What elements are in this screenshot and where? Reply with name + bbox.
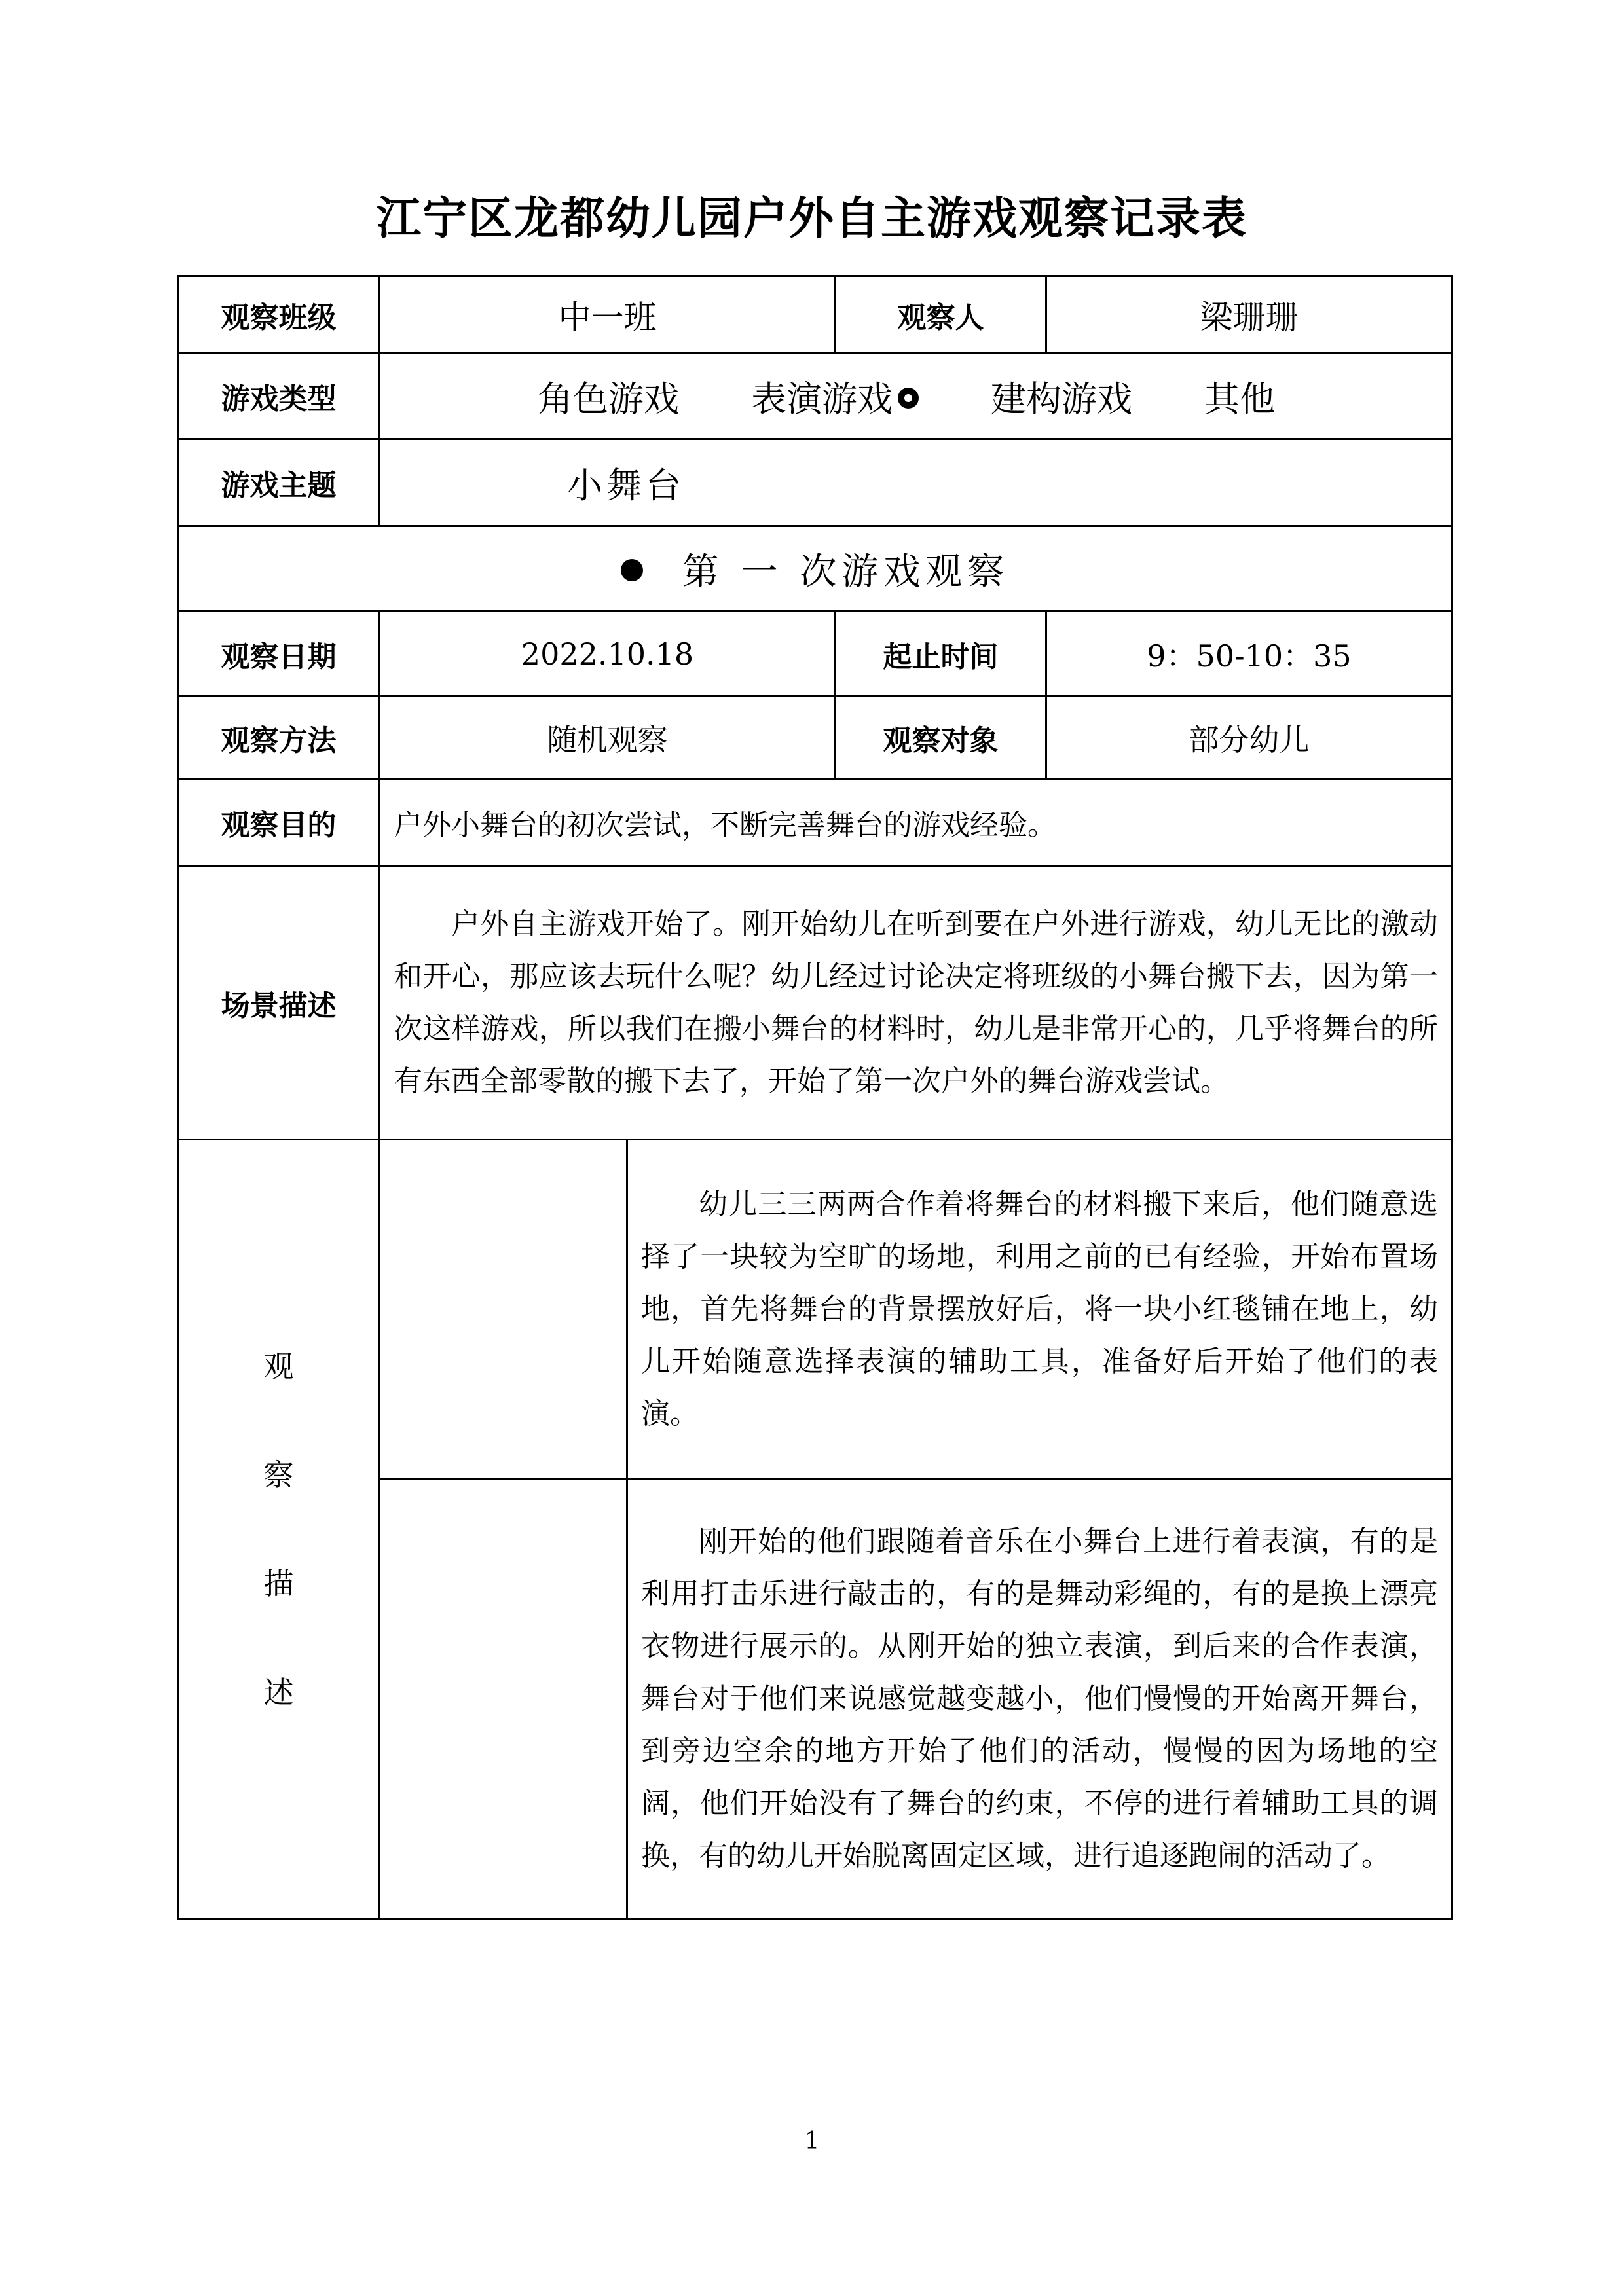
game-type-option: 建构游戏	[991, 378, 1132, 420]
observation-record-table	[177, 275, 1453, 1920]
bullet-icon	[621, 559, 643, 581]
target-label: 观察对象	[836, 697, 1046, 779]
observation-text-cell	[627, 1479, 1452, 1919]
row-method-target	[178, 697, 1452, 779]
observation-paragraph: 刚开始的他们跟随着音乐在小舞台上进行着表演，有的是利用打击乐进行敲击的，有的是舞动彩绳的，有的是换上漂亮衣物进行展示的。从刚开始的独立表演，到后来的合作表演，舞台对于他们来说感觉越变越小，他们慢慢的开始离开舞台，到旁边空余的地方开始了他们的活动，慢慢的因为场地的空阔，他们开始没有了舞台的约束，不停的进行着辅助工具的调换，有的幼儿开始脱离固定区域，进行追逐跑闹的活动了。	[641, 1524, 1438, 1872]
scene-description: 户外自主游戏开始了。刚开始幼儿在听到要在户外进行游戏，幼儿无比的激动和开心，那应该去玩什么呢？幼儿经过讨论决定将班级的小舞台搬下去，因为第一次这样游戏，所以我们在搬小舞台的材料时，幼儿是非常开心的，几乎将舞台的所有东西全部零散的搬下去了，开始了第一次户外的舞台游戏尝试。	[394, 907, 1438, 1098]
target-value: 部分幼儿	[1046, 697, 1452, 779]
method-label: 观察方法	[178, 697, 380, 779]
observer-label: 观察人	[836, 276, 1046, 354]
game-type-label: 游戏类型	[178, 354, 380, 439]
purpose-label: 观察目的	[178, 779, 380, 866]
game-type-option: 其他	[1204, 378, 1275, 420]
row-observation-1	[178, 1140, 1452, 1479]
scene-description-cell	[380, 866, 1452, 1140]
row-section-title	[178, 526, 1452, 611]
method-value: 随机观察	[380, 697, 836, 779]
game-theme-label: 游戏主题	[178, 439, 380, 526]
time-label: 起止时间	[836, 611, 1046, 697]
label-char: 观	[263, 1348, 294, 1384]
row-game-theme	[178, 439, 1452, 526]
row-scene	[178, 866, 1452, 1140]
class-label: 观察班级	[178, 276, 380, 354]
game-theme-value: 小舞台	[380, 439, 1452, 526]
game-type-option: 角色游戏	[538, 378, 679, 420]
game-type-options	[380, 354, 1452, 439]
observer-value: 梁珊珊	[1046, 276, 1452, 354]
filled-circle-icon	[898, 388, 919, 409]
section-title-cell	[178, 526, 1452, 611]
label-char: 述	[263, 1674, 294, 1710]
page-number: 1	[804, 2128, 820, 2155]
row-game-type	[178, 354, 1452, 439]
date-label: 观察日期	[178, 611, 380, 697]
row-date-time	[178, 611, 1452, 697]
label-char: 描	[263, 1565, 294, 1601]
date-value: 2022.10.18	[380, 611, 836, 697]
observation-description-label	[178, 1140, 380, 1919]
section-title: 第 一 次游戏观察	[682, 550, 1010, 593]
row-purpose	[178, 779, 1452, 866]
observation-photo-cell	[380, 1479, 627, 1919]
row-class-observer	[178, 276, 1452, 354]
game-type-option-selected: 表演游戏	[751, 378, 893, 420]
purpose-value: 户外小舞台的初次尝试，不断完善舞台的游戏经验。	[380, 779, 1452, 866]
observation-text-cell	[627, 1140, 1452, 1479]
observation-paragraph: 幼儿三三两两合作着将舞台的材料搬下来后，他们随意选择了一块较为空旷的场地，利用之前的已有经验，开始布置场地，首先将舞台的背景摆放好后，将一块小红毯铺在地上，幼儿开始随意选择表演的辅助工具，准备好后开始了他们的表演。	[641, 1187, 1438, 1430]
label-char: 察	[263, 1457, 294, 1493]
scene-label: 场景描述	[178, 866, 380, 1140]
document-title: 江宁区龙都幼儿园户外自主游戏观察记录表	[376, 193, 1247, 245]
observation-photo-cell	[380, 1140, 627, 1479]
class-value: 中一班	[380, 276, 836, 354]
time-value: 9：50-10：35	[1046, 611, 1452, 697]
